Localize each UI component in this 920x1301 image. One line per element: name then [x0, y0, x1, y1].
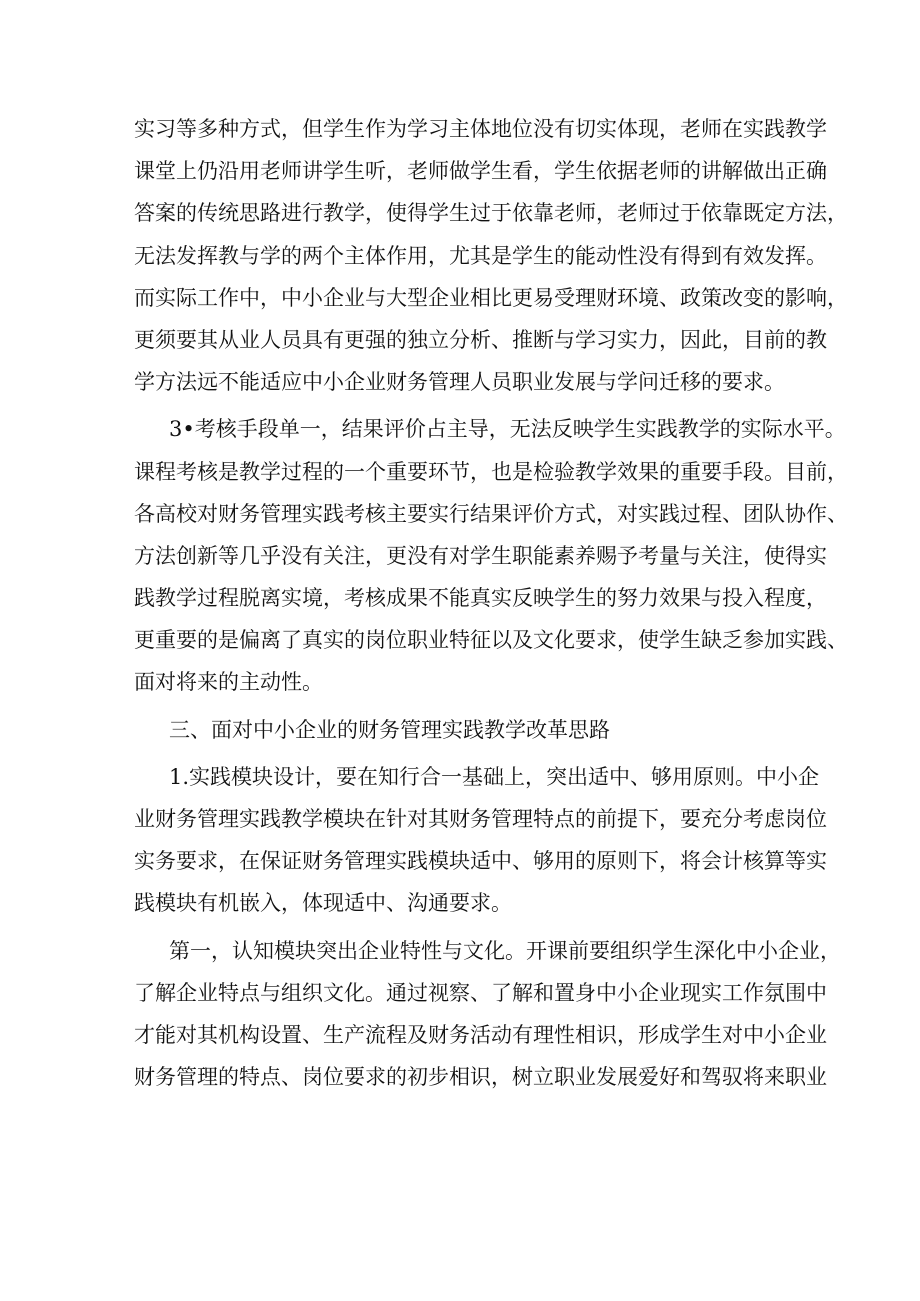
paragraph-teaching-methods [134, 108, 848, 403]
text-line: 更重要的是偏离了真实的岗位职业特征以及文化要求，使学生缺乏参加实践、 [134, 628, 848, 653]
text-line: 3•考核手段单一，结果评价占主导，无法反映学生实践教学的实际水平。 [169, 417, 846, 442]
text-line: 业财务管理实践教学模块在针对其财务管理特点的前提下，要充分考虑岗位 [134, 807, 827, 831]
text-line: 课堂上仍沿用老师讲学生听，老师做学生看，学生依据老师的讲解做出正确 [134, 159, 827, 184]
text-line: 各高校对财务管理实践考核主要实行结果评价方式，对实践过程、团队协作、 [134, 501, 848, 526]
text-line: 1.实践模块设计，要在知行合一基础上，突出适中、够用原则。中小企 [169, 764, 820, 789]
text-line: 了解企业特点与组织文化。通过视察、了解和置身中小企业现实工作氛围中 [134, 980, 827, 1005]
text-line: 方法创新等几乎没有关注，更没有对学生职能素养赐予考量与关注，使得实 [134, 543, 827, 568]
section-title: 三、面对中小企业的财务管理实践教学改革思路 [169, 717, 610, 742]
text-line: 实习等多种方式，但学生作为学习主体地位没有切实体现，老师在实践教学 [134, 117, 827, 141]
text-line: 第一，认知模块突出企业特性与文化。开课前要组织学生深化中小企业， [169, 938, 841, 963]
section-heading [134, 709, 804, 751]
text-line: 实务要求，在保证财务管理实践模块适中、够用的原则下，将会计核算等实 [134, 849, 827, 874]
text-line: 课程考核是教学过程的一个重要环节，也是检验教学效果的重要手段。目前， [134, 459, 848, 484]
text-line: 学方法远不能适应中小企业财务管理人员职业发展与学问迁移的要求。 [134, 370, 785, 395]
text-line: 面对将来的主动性。 [134, 670, 323, 695]
text-line: 无法发挥教与学的两个主体作用，尤其是学生的能动性没有得到有效发挥。 [134, 243, 827, 268]
text-line: 财务管理的特点、岗位要求的初步相识，树立职业发展爱好和驾驭将来职业 [134, 1065, 827, 1090]
paragraph-cognition-module [134, 930, 841, 1099]
text-line: 更须要其从业人员具有更强的独立分析、推断与学习实力，因此，目前的教 [134, 327, 827, 352]
paragraph-assessment [134, 408, 848, 703]
text-line: 践教学过程脱离实境，考核成果不能真实反映学生的努力效果与投入程度， [134, 586, 827, 611]
paragraph-module-design [134, 756, 827, 925]
document-body [134, 108, 848, 1098]
text-line: 才能对其机构设置、生产流程及财务活动有理性相识，形成学生对中小企业 [134, 1022, 827, 1047]
text-line: 践模块有机嵌入，体现适中、沟通要求。 [134, 891, 512, 916]
text-line: 而实际工作中，中小企业与大型企业相比更易受理财环境、政策改变的影响， [134, 285, 848, 310]
text-line: 答案的传统思路进行教学，使得学生过于依靠老师，老师过于依靠既定方法， [134, 201, 848, 226]
